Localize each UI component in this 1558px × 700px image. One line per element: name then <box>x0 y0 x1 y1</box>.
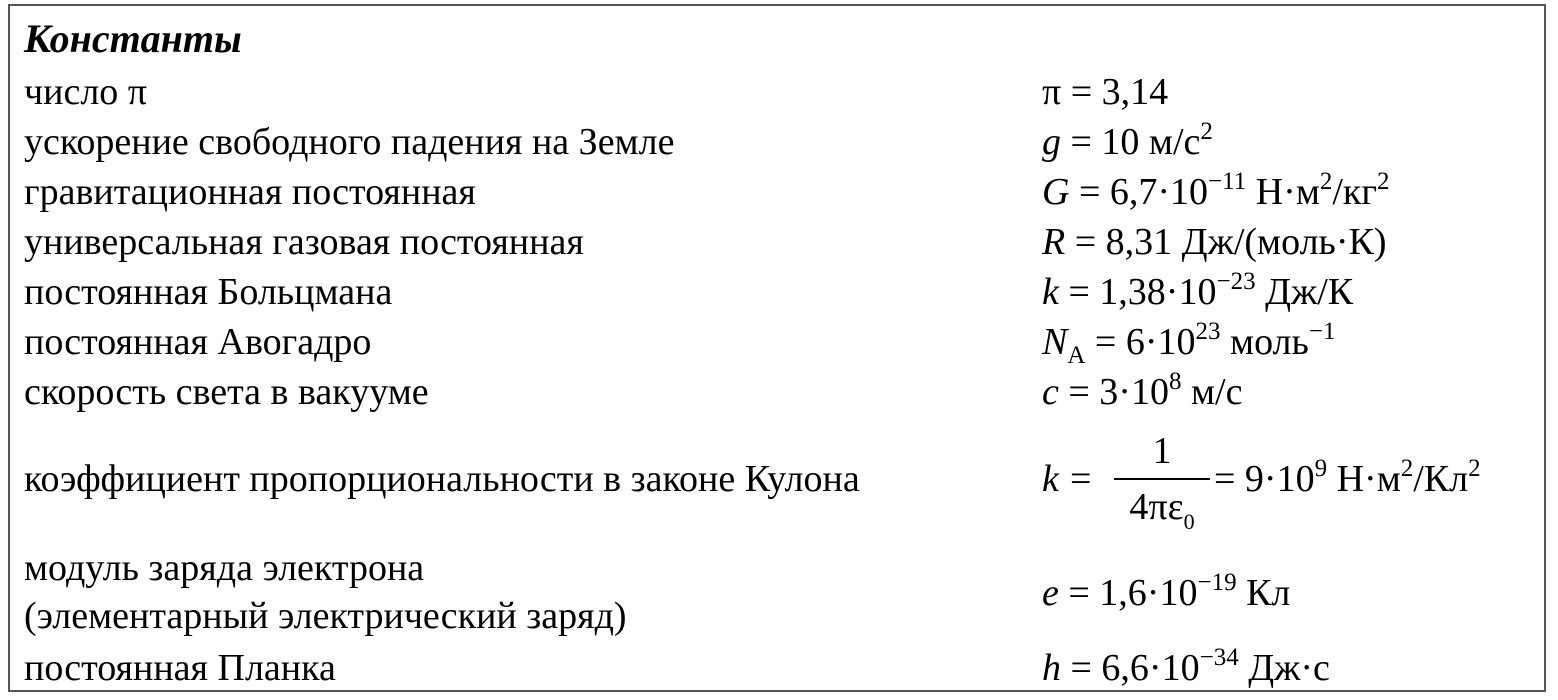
constant-row-G <box>10 167 1544 217</box>
power-exponent: −19 <box>1197 569 1237 596</box>
constant-formula <box>1042 367 1242 417</box>
constant-label: скорость света в вакууме <box>24 371 429 413</box>
denominator-text: 4πε <box>1129 486 1184 528</box>
constant-symbol: N <box>1042 321 1068 363</box>
label-line-2: (элементарный электрический заряд) <box>24 595 627 637</box>
constant-label: постоянная Больцмана <box>24 271 393 313</box>
constant-row-planck <box>10 643 1544 693</box>
constant-formula <box>1042 217 1387 267</box>
constant-label: постоянная Авогадро <box>24 321 372 363</box>
constant-symbol: G <box>1042 171 1070 213</box>
constant-symbol: π <box>1042 71 1062 113</box>
constant-value: = 3,14 <box>1061 71 1169 113</box>
unit-exponent: −1 <box>1308 318 1336 345</box>
constant-formula <box>1042 643 1330 693</box>
constant-label: гравитационная постоянная <box>24 171 476 213</box>
constant-label: число π <box>24 71 147 113</box>
denominator-subscript: 0 <box>1183 509 1195 534</box>
constant-formula <box>1042 568 1290 618</box>
constant-row-k <box>10 267 1544 317</box>
constant-unit-2: /кг <box>1332 171 1377 213</box>
fraction-denominator <box>1114 482 1210 532</box>
constant-row-pi <box>10 67 1544 117</box>
constant-formula <box>1042 267 1353 317</box>
constant-symbol: c <box>1042 371 1059 413</box>
constant-symbol: k <box>1042 271 1059 313</box>
constant-value: = 6·10 <box>1085 321 1196 363</box>
constant-label <box>24 544 627 640</box>
constant-value: = 8,31 Дж/(моль·К) <box>1065 221 1387 263</box>
constant-row-NA <box>10 317 1544 367</box>
constant-label: постоянная Планка <box>24 647 336 689</box>
constant-value: = 3·10 <box>1058 371 1169 413</box>
constant-symbol: k <box>1042 458 1059 500</box>
power-exponent: −23 <box>1216 268 1256 295</box>
constant-formula <box>1042 117 1213 167</box>
constant-value: = 6,6·10 <box>1061 647 1200 689</box>
constant-unit: Н·м <box>1327 458 1401 500</box>
unit-exponent: 2 <box>1319 168 1333 195</box>
constant-formula <box>1042 317 1335 367</box>
constant-value <box>1214 454 1481 504</box>
constant-formula <box>1042 167 1389 217</box>
constant-symbol: e <box>1042 572 1059 614</box>
constant-value: = 10 м/с <box>1061 121 1201 163</box>
constant-row-c <box>10 367 1544 417</box>
constant-label: ускорение свободного падения на Земле <box>24 121 675 163</box>
symbol-subscript: A <box>1067 342 1086 369</box>
unit-exponent: 2 <box>1400 455 1414 482</box>
unit-exponent-2: 2 <box>1376 168 1390 195</box>
constant-unit: моль <box>1220 321 1309 363</box>
constant-value: = 1,38·10 <box>1058 271 1217 313</box>
constant-row-g <box>10 117 1544 167</box>
unit-exponent: 2 <box>1200 118 1213 145</box>
table-title: Константы <box>24 16 242 61</box>
constant-row-electron <box>10 544 1544 644</box>
constant-label: коэффициент пропорциональности в законе Кулона <box>24 458 860 500</box>
constant-value: = 6,7·10 <box>1069 171 1209 213</box>
equals-sign: = <box>1070 458 1092 500</box>
constant-unit: Дж·с <box>1238 647 1330 689</box>
constant-symbol: h <box>1042 647 1061 689</box>
power-exponent: 23 <box>1195 318 1221 345</box>
constant-row-R <box>10 217 1544 267</box>
constant-unit: Дж/К <box>1255 271 1354 313</box>
fraction-bar <box>1114 478 1210 480</box>
constant-unit: м/с <box>1181 371 1243 413</box>
unit-exponent-2: 2 <box>1468 455 1481 482</box>
fraction-numerator: 1 <box>1152 430 1172 472</box>
constants-table <box>8 4 1546 692</box>
constant-unit: Кл <box>1236 572 1291 614</box>
power-exponent: 8 <box>1168 368 1182 395</box>
constant-value: = 1,6·10 <box>1058 572 1198 614</box>
constant-label: универсальная газовая постоянная <box>24 221 584 263</box>
constant-symbol: R <box>1042 221 1066 263</box>
value-text: = 9·10 <box>1214 458 1315 500</box>
constant-unit-2: /Кл <box>1413 458 1469 500</box>
label-line-1: модуль заряда электрона <box>24 547 425 589</box>
constant-unit: Н·м <box>1246 171 1320 213</box>
fraction <box>1114 424 1210 534</box>
constant-row-coulomb <box>10 424 1544 534</box>
power-exponent: 9 <box>1314 455 1328 482</box>
constant-formula <box>1042 67 1168 117</box>
constant-symbol: g <box>1042 121 1061 163</box>
power-exponent: −34 <box>1199 644 1239 671</box>
power-exponent: −11 <box>1208 168 1247 195</box>
